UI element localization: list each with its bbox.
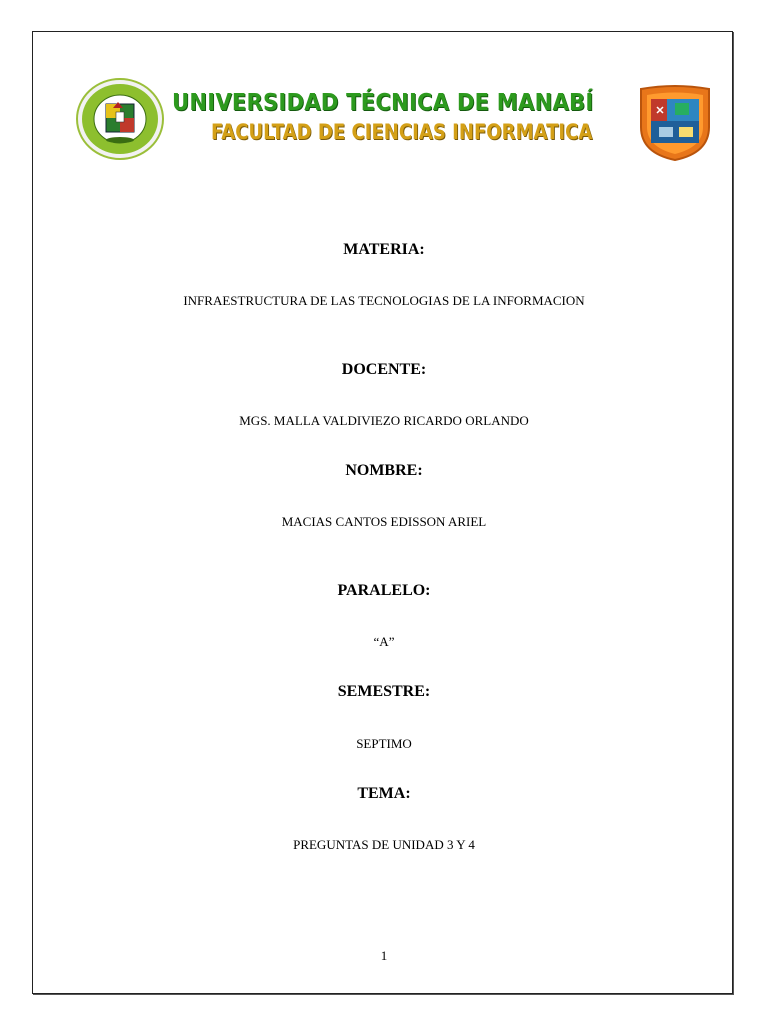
semestre-value: SEPTIMO [356,736,412,751]
tema-label: TEMA: [357,785,411,802]
materia-value: INFRAESTRUCTURA DE LAS TECNOLOGIAS DE LA INFORMACION [183,293,585,308]
university-title: UNIVERSIDAD TÉCNICA DE MANABÍ [172,90,594,116]
nombre-value: MACIAS CANTOS EDISSON ARIEL [281,514,487,529]
university-seal-icon [76,78,164,160]
semestre-label: SEMESTRE: [337,683,431,700]
faculty-shield-icon [637,83,713,161]
page-number: 1 [380,948,388,963]
paralelo-label: PARALELO: [337,582,431,599]
docente-value: MGS. MALLA VALDIVIEZO RICARDO ORLANDO [239,413,529,428]
nombre-label: NOMBRE: [345,462,423,479]
faculty-title: FACULTAD DE CIENCIAS INFORMATICA [211,120,593,144]
docente-label: DOCENTE: [341,361,427,378]
materia-label: MATERIA: [343,241,425,258]
tema-value: PREGUNTAS DE UNIDAD 3 Y 4 [293,837,475,852]
paralelo-value: “A” [373,634,395,649]
